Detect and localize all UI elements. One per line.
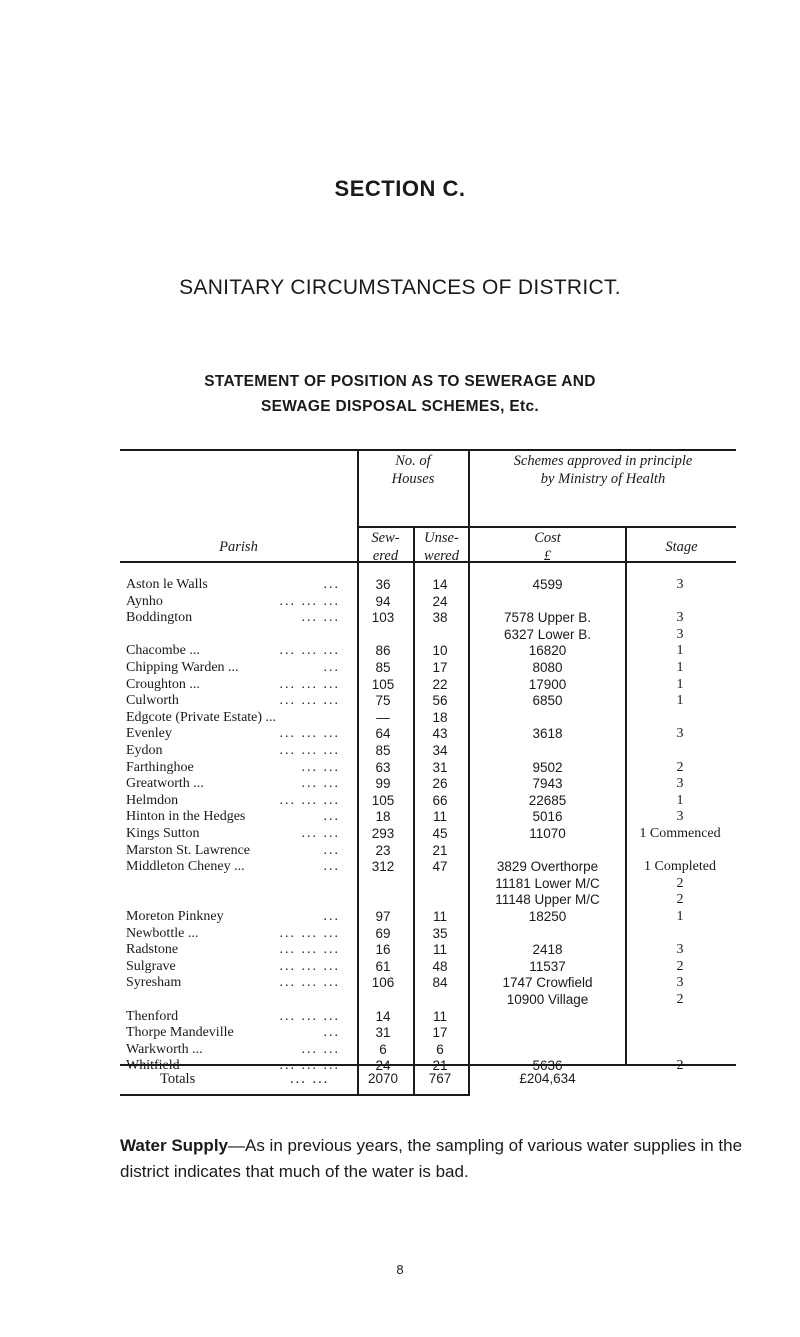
leader-dots: ...	[323, 809, 340, 825]
leader-dots: ... ... ...	[279, 958, 340, 974]
leader-dots: ... ... ...	[279, 693, 340, 709]
stage-cell: 3	[676, 776, 684, 792]
cost-header	[470, 529, 625, 565]
unsewered-cell: 10	[432, 643, 448, 659]
unsewered-cell: 56	[432, 693, 448, 709]
parish-cell: Thorpe Mandeville	[126, 1025, 234, 1041]
cost-cell: 3618	[532, 726, 563, 742]
unsewered-cell: 26	[432, 776, 448, 792]
unsewered-cell: 21	[432, 842, 448, 858]
stage-cell: 1	[676, 660, 684, 675]
sewered-cell: —	[376, 709, 390, 725]
unsewered-cell: 66	[432, 792, 448, 808]
unsewered-cell: 35	[432, 925, 448, 941]
sewered-cell: 63	[375, 759, 391, 775]
sewered-cell: 103	[371, 610, 395, 626]
leader-dots: ...	[323, 1025, 340, 1041]
unsewered-cell: 47	[432, 859, 448, 875]
parish-cell: Middleton Cheney ...	[126, 859, 245, 875]
stage-cell: 1 Completed	[644, 859, 716, 875]
sewered-cell: 312	[371, 859, 395, 875]
leader-dots: ...	[323, 842, 340, 858]
parish-cell: Aston le Walls	[126, 577, 208, 592]
stage-cell: 1 Commenced	[639, 826, 721, 841]
stage-cell: 1	[676, 909, 684, 924]
houses-group-line1: No. of	[395, 453, 431, 469]
sewered-cell: 75	[375, 693, 391, 709]
unsewered-cell: 34	[432, 743, 448, 758]
parish-cell: Aynho	[126, 593, 163, 609]
parish-cell: Newbottle ...	[126, 925, 199, 941]
unsewered-cell: 48	[432, 958, 448, 974]
leader-dots: ... ...	[301, 759, 340, 775]
schemes-group-line2: by Ministry of Health	[540, 471, 666, 487]
unsewered-cell: 45	[432, 826, 448, 841]
parish-cell: Eydon	[126, 743, 163, 758]
unsewered-header-line1: Unse-	[424, 530, 459, 546]
cost-cell: 5016	[532, 809, 563, 825]
parish-cell: Hinton in the Hedges	[126, 809, 246, 825]
cost-cell: 9502	[532, 759, 563, 775]
parish-cell: Whitfield	[126, 1058, 180, 1074]
parish-cell: Edgcote (Private Estate) ...	[126, 709, 277, 725]
leader-dots: ... ... ...	[279, 593, 340, 609]
sewered-cell: 24	[375, 1058, 391, 1074]
parish-cell: Farthinghoe	[126, 759, 194, 775]
totals-row	[120, 1071, 736, 1091]
cost-cell: 11070	[529, 826, 566, 841]
leader-dots: ... ... ...	[279, 1058, 340, 1074]
stage-cell: 3	[676, 975, 684, 991]
stage-cell: 2	[676, 875, 684, 891]
unsewered-cell: 11	[432, 942, 447, 958]
unsewered-cell: 11	[432, 809, 447, 825]
unsewered-cell: 17	[432, 1025, 448, 1041]
cost-cell: 22685	[528, 792, 567, 808]
stage-cell: 3	[676, 942, 684, 958]
sewered-cell: 18	[375, 809, 391, 825]
leader-dots: ... ... ...	[279, 643, 340, 659]
stage-header: Stage	[665, 539, 698, 555]
stage-cell: 2	[676, 759, 684, 775]
leader-dots: ... ... ...	[279, 975, 340, 991]
leader-dots: ... ... ...	[279, 726, 340, 742]
houses-group-line2: Houses	[391, 471, 435, 487]
stage-cell: 3	[676, 626, 684, 642]
stage-cell: 2	[676, 892, 684, 908]
parish-cell: Croughton ...	[126, 676, 200, 692]
unsewered-header-line2: wered	[424, 548, 459, 564]
unsewered-cell: 18	[432, 709, 448, 725]
sewered-cell: 94	[375, 593, 391, 609]
unsewered-cell: 22	[432, 676, 448, 692]
stage-cell: 3	[676, 809, 684, 825]
parish-cell: Warkworth ...	[126, 1041, 203, 1057]
cost-cell: 3829 Overthorpe	[496, 859, 599, 875]
totals-sewered: 2070	[367, 1071, 399, 1086]
cost-cell: 7943	[532, 776, 563, 792]
sewered-cell: 31	[375, 1025, 391, 1041]
page-title: SANITARY CIRCUMSTANCES OF DISTRICT.	[179, 276, 621, 299]
table-top-rule	[120, 449, 736, 451]
leader-dots: ... ...	[301, 776, 340, 792]
section-heading: SECTION C.	[334, 176, 466, 201]
leader-dots: ...	[323, 660, 340, 675]
sewered-header-line2: ered	[372, 548, 399, 564]
parish-cell: Moreton Pinkney	[126, 909, 224, 924]
stage-cell: 3	[676, 610, 684, 626]
parish-cell: Marston St. Lawrence	[126, 842, 251, 858]
schemes-group-line1: Schemes approved in principle	[513, 453, 693, 469]
stage-cell: 1	[676, 792, 684, 808]
cost-cell: 11148 Upper M/C	[495, 892, 600, 908]
cost-cell: 6850	[532, 693, 563, 709]
totals-cost: £204,634	[519, 1071, 576, 1086]
unsewered-cell: 24	[432, 593, 448, 609]
stage-cell: 1	[676, 643, 684, 659]
page-number: 8	[396, 1262, 404, 1277]
sewered-cell: 97	[375, 909, 391, 924]
sewered-header-line1: Sew-	[371, 530, 400, 546]
stage-cell: 2	[676, 958, 684, 974]
cost-cell: 4599	[532, 577, 563, 592]
unsewered-cell: 14	[432, 577, 448, 592]
leader-dots: ... ... ...	[279, 942, 340, 958]
sewered-cell: 85	[375, 743, 391, 758]
sewered-cell: 61	[375, 958, 391, 974]
leader-dots: ... ...	[301, 826, 340, 841]
parish-cell: Culworth	[126, 693, 179, 709]
parish-cell: Helmdon	[126, 792, 179, 808]
cost-header-line2: £	[543, 548, 552, 564]
cost-cell: 1747 Crowfield	[502, 975, 593, 991]
parish-cell: Sulgrave	[126, 958, 176, 974]
sewered-cell: 105	[371, 676, 395, 692]
cost-cell: 7578 Upper B.	[503, 610, 592, 626]
parish-cell: Greatworth ...	[126, 776, 204, 792]
parish-cell: Syresham	[126, 975, 182, 991]
cost-cell: 18250	[528, 909, 567, 924]
sewered-cell: 105	[371, 792, 395, 808]
sewered-cell: 293	[371, 826, 395, 841]
sewered-header	[358, 529, 413, 565]
schemes-group-header	[470, 452, 736, 488]
cost-cell: 2418	[532, 942, 563, 958]
sewered-cell: 23	[375, 842, 391, 858]
stage-cell: 2	[676, 992, 684, 1007]
leader-dots: ... ... ...	[279, 925, 340, 941]
leader-dots: ... ... ...	[279, 1008, 340, 1024]
unsewered-cell: 38	[432, 610, 448, 626]
table-title-line2: SEWAGE DISPOSAL SCHEMES, Etc.	[261, 398, 539, 415]
sewered-cell: 16	[375, 942, 391, 958]
stage-cell: 1	[676, 693, 684, 709]
cost-cell: 11537	[529, 958, 566, 974]
cost-cell: 8080	[532, 660, 563, 675]
houses-group-header	[358, 452, 468, 488]
totals-label: Totals	[160, 1071, 196, 1087]
cost-cell: 5636	[532, 1058, 563, 1074]
leader-dots: ... ...	[301, 1041, 340, 1057]
unsewered-cell: 21	[432, 1058, 448, 1074]
cost-cell: 11181 Lower M/C	[495, 875, 600, 891]
parish-cell: Radstone	[126, 942, 179, 958]
unsewered-cell: 43	[432, 726, 448, 742]
paragraph-text: —As in previous years, the sampling of various water supplies in the district indicates that much of the water is bad.	[120, 1136, 743, 1181]
cost-header-line1: Cost	[534, 530, 561, 546]
table-title-line1: STATEMENT OF POSITION AS TO SEWERAGE AND	[204, 373, 596, 390]
unsewered-cell: 6	[436, 1041, 444, 1057]
sewered-cell: 99	[375, 776, 391, 792]
leader-dots: ...	[323, 577, 340, 592]
parish-cell: Boddington	[126, 610, 193, 626]
totals-unsewered: 767	[428, 1071, 452, 1086]
table-bottom-rule	[120, 1094, 470, 1096]
parish-header: Parish	[219, 539, 258, 555]
stage-cell: 1	[676, 676, 684, 692]
parish-cell: Chipping Warden ...	[126, 660, 239, 675]
leader-dots: ... ... ...	[279, 676, 340, 692]
sewered-cell: 69	[375, 925, 391, 941]
parish-cell: Chacombe ...	[126, 643, 200, 659]
sewerage-table	[120, 449, 736, 1097]
leader-dots: ...	[323, 859, 340, 875]
unsewered-cell: 11	[432, 1008, 447, 1024]
leader-dots: ... ...	[301, 610, 340, 626]
leader-dots: ... ... ...	[279, 743, 340, 758]
cost-cell: 17900	[528, 676, 567, 692]
leader-dots: ... ... ...	[279, 792, 340, 808]
unsewered-header	[415, 529, 468, 565]
sewered-cell: 64	[375, 726, 391, 742]
stage-cell: 2	[676, 1058, 684, 1074]
cost-cell: 6327 Lower B.	[503, 626, 592, 642]
stage-cell: 3	[676, 577, 684, 592]
unsewered-cell: 31	[432, 759, 448, 775]
parish-cell: Evenley	[126, 726, 172, 742]
paragraph-lead: Water Supply	[120, 1136, 228, 1155]
unsewered-cell: 11	[432, 909, 447, 924]
cost-cell: 16820	[528, 643, 567, 659]
cost-cell: 10900 Village	[506, 992, 589, 1007]
totals-dots: ... ...	[290, 1071, 330, 1087]
parish-cell: Kings Sutton	[126, 826, 200, 841]
leader-dots: ...	[323, 909, 340, 924]
parish-cell: Thenford	[126, 1008, 179, 1024]
water-supply-paragraph	[120, 1133, 780, 1185]
sewered-cell: 106	[371, 975, 395, 991]
unsewered-cell: 17	[432, 660, 448, 675]
sewered-cell: 86	[375, 643, 391, 659]
stage-cell: 3	[676, 726, 684, 742]
sewered-cell: 6	[379, 1041, 387, 1057]
sewered-cell: 14	[375, 1008, 391, 1024]
sewered-cell: 85	[375, 660, 391, 675]
unsewered-cell: 84	[432, 975, 448, 991]
sewered-cell: 36	[375, 577, 391, 592]
